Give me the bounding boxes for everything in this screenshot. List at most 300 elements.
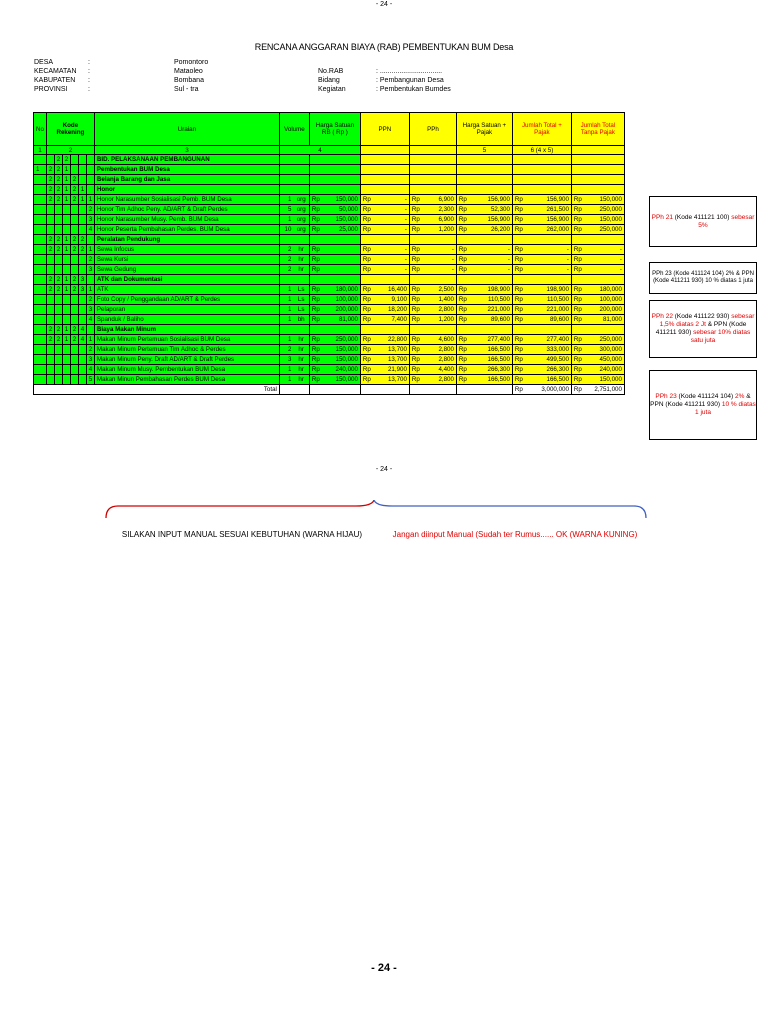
table-row — [34, 255, 625, 265]
table-cell: Rp — [456, 205, 469, 215]
page-title: RENCANA ANGGARAN BIAYA (RAB) PEMBENTUKAN BUM Desa — [254, 42, 514, 52]
table-cell: 6 (4 x 5) — [512, 146, 571, 155]
table-cell — [34, 185, 47, 195]
table-cell — [571, 175, 624, 185]
table-cell: Rp — [512, 375, 525, 385]
header-volume: Volume — [279, 113, 309, 146]
table-cell: Rp — [409, 375, 422, 385]
table-cell — [62, 255, 70, 265]
table-cell: 6,900 — [422, 195, 456, 205]
table-cell: 1 — [62, 195, 70, 205]
table-cell: 2 — [54, 275, 62, 285]
table-cell — [360, 146, 409, 155]
table-cell: Rp — [360, 225, 373, 235]
table-cell: Rp — [309, 365, 322, 375]
header-colon: : — [88, 68, 90, 75]
table-cell: Rp — [409, 285, 422, 295]
table-cell — [309, 185, 360, 195]
item-sat: Ls — [293, 285, 309, 295]
table-cell: 2 — [54, 285, 62, 295]
table-cell: Rp — [309, 335, 322, 345]
table-cell — [78, 365, 86, 375]
table-cell: 333,000 — [525, 345, 571, 355]
table-cell: Rp — [456, 225, 469, 235]
table-cell: Rp — [309, 255, 322, 265]
item-uraian: Honor Narasumber Sosialisasi Pemb. BUM Desa — [94, 195, 279, 205]
table-cell: 4,600 — [422, 335, 456, 345]
table-cell — [571, 325, 624, 335]
table-cell — [46, 295, 54, 305]
table-cell: 13,700 — [373, 375, 409, 385]
table-cell — [54, 265, 62, 275]
table-cell: 1 — [62, 245, 70, 255]
table-cell: 16,400 — [373, 285, 409, 295]
header-field — [34, 58, 208, 67]
item-vol: 2 — [279, 345, 293, 355]
table-cell: Rp — [360, 285, 373, 295]
table-cell: 18,200 — [373, 305, 409, 315]
table-cell — [571, 185, 624, 195]
table-cell: 81,000 — [322, 315, 360, 325]
header-no: No — [34, 113, 47, 146]
table-cell — [360, 275, 409, 285]
item-vol: 3 — [279, 355, 293, 365]
table-cell — [34, 155, 47, 165]
page-number-middle: - 24 - — [375, 466, 393, 473]
table-cell: 1 — [86, 245, 94, 255]
table-cell — [309, 175, 360, 185]
table-cell: Rp — [309, 195, 322, 205]
table-cell — [571, 155, 624, 165]
table-cell: Rp — [309, 265, 322, 275]
header-label: Bidang — [318, 77, 340, 84]
table-cell: 150,000 — [584, 375, 624, 385]
table-cell: 499,500 — [525, 355, 571, 365]
table-cell — [360, 155, 409, 165]
table-cell: 3 — [86, 305, 94, 315]
table-cell: Rp — [571, 265, 584, 275]
table-cell: Rp — [571, 375, 584, 385]
table-cell: Rp — [409, 215, 422, 225]
table-cell: 240,000 — [584, 365, 624, 375]
table-cell — [360, 185, 409, 195]
table-cell: 2,500 — [422, 285, 456, 295]
table-cell — [34, 285, 47, 295]
item-sat: Ls — [293, 305, 309, 315]
table-cell — [78, 355, 86, 365]
table-cell: Rp — [571, 345, 584, 355]
table-cell — [78, 225, 86, 235]
table-row — [34, 205, 625, 215]
table-cell: 2 — [54, 175, 62, 185]
item-vol: 2 — [279, 245, 293, 255]
header-field — [318, 76, 451, 85]
table-cell — [512, 185, 571, 195]
table-cell — [46, 215, 54, 225]
table-cell — [54, 255, 62, 265]
table-cell — [571, 146, 624, 155]
item-vol: 1 — [279, 335, 293, 345]
header-colon: : — [88, 77, 90, 84]
table-cell: Rp — [571, 245, 584, 255]
table-cell: Rp — [409, 305, 422, 315]
item-sat: hr — [293, 255, 309, 265]
table-cell: 2 — [46, 195, 54, 205]
item-uraian: Honor Narasumber Musy. Pemb. BUM Desa — [94, 215, 279, 225]
table-cell: 250,000 — [584, 335, 624, 345]
table-cell — [571, 165, 624, 175]
table-cell: Rp — [512, 335, 525, 345]
table-row — [34, 265, 625, 275]
table-cell: 2 — [70, 325, 78, 335]
header-value: : Pembentukan Bumdes — [376, 86, 451, 93]
table-cell: Rp — [571, 285, 584, 295]
table-cell — [456, 175, 512, 185]
header-value: : ................................ — [376, 68, 443, 75]
table-cell — [54, 365, 62, 375]
table-cell: 250,000 — [584, 205, 624, 215]
item-vol: 1 — [279, 295, 293, 305]
table-cell — [34, 345, 47, 355]
table-cell — [78, 305, 86, 315]
table-cell — [78, 165, 86, 175]
table-cell: 2,800 — [422, 375, 456, 385]
table-cell: 266,300 — [525, 365, 571, 375]
table-cell — [322, 245, 360, 255]
page-number-bottom: - 24 - — [371, 962, 397, 974]
table-cell: 2 — [46, 335, 54, 345]
header-value: Sul - tra — [174, 86, 199, 93]
table-cell: Rp — [512, 305, 525, 315]
item-sat: Ls — [293, 295, 309, 305]
table-cell: 1 — [62, 235, 70, 245]
table-cell — [54, 295, 62, 305]
table-cell — [78, 265, 86, 275]
table-cell — [70, 255, 78, 265]
table-cell: 26,200 — [469, 225, 512, 235]
table-cell: Rp — [512, 285, 525, 295]
table-cell: Rp — [409, 365, 422, 375]
table-cell: Rp — [309, 285, 322, 295]
table-cell — [456, 185, 512, 195]
table-cell — [78, 315, 86, 325]
table-cell: Rp — [512, 345, 525, 355]
legend-yellow-label: Jangan diinput Manual (Sudah ter Rumus...... OK (WARNA KUNING) — [392, 530, 638, 539]
table-cell: 1 — [62, 325, 70, 335]
table-row — [34, 375, 625, 385]
table-cell: 156,900 — [525, 195, 571, 205]
table-cell: 1 — [62, 275, 70, 285]
table-cell: Rp — [512, 355, 525, 365]
table-cell: Rp — [309, 225, 322, 235]
item-vol: 2 — [279, 265, 293, 275]
item-uraian: Sewa Gedung — [94, 265, 279, 275]
table-cell: Rp — [512, 315, 525, 325]
item-sat: hr — [293, 355, 309, 365]
table-cell: 150,000 — [322, 195, 360, 205]
header-label: DESA — [34, 59, 54, 66]
table-cell: - — [373, 205, 409, 215]
table-cell: 240,000 — [322, 365, 360, 375]
header-colon: : — [88, 59, 90, 66]
header-field — [34, 85, 208, 94]
table-cell: Rp — [571, 225, 584, 235]
total-tanpa: 2,751,000 — [584, 385, 624, 395]
table-cell — [62, 205, 70, 215]
table-cell: 277,400 — [469, 335, 512, 345]
table-cell: 150,000 — [584, 215, 624, 225]
table-cell — [46, 265, 54, 275]
item-uraian: Spanduk / Baliho — [94, 315, 279, 325]
table-cell: Rp — [456, 215, 469, 225]
table-cell — [34, 215, 47, 225]
table-cell — [34, 245, 47, 255]
table-cell — [456, 155, 512, 165]
table-cell: 1 — [62, 335, 70, 345]
table-cell — [54, 315, 62, 325]
table-cell — [54, 305, 62, 315]
table-cell: Rp — [309, 295, 322, 305]
table-cell — [409, 175, 456, 185]
table-cell: 6,900 — [422, 215, 456, 225]
table-cell — [456, 235, 512, 245]
table-cell: 261,500 — [525, 205, 571, 215]
table-cell: 1,200 — [422, 225, 456, 235]
table-cell — [409, 275, 456, 285]
table-cell: Rp — [571, 365, 584, 375]
table-row — [34, 365, 625, 375]
table-cell — [279, 235, 309, 245]
item-vol: 10 — [279, 225, 293, 235]
table-cell — [279, 165, 309, 175]
section-row — [34, 275, 625, 285]
table-cell: - — [525, 245, 571, 255]
table-cell — [34, 325, 47, 335]
table-cell — [46, 355, 54, 365]
table-cell: 1 — [86, 195, 94, 205]
item-vol: 2 — [279, 255, 293, 265]
table-cell: Belanja Barang dan Jasa — [94, 175, 279, 185]
table-cell — [309, 325, 360, 335]
table-row — [34, 225, 625, 235]
table-cell — [62, 225, 70, 235]
table-cell — [34, 195, 47, 205]
table-cell — [279, 155, 309, 165]
table-cell: 3 — [86, 355, 94, 365]
table-cell: Rp — [309, 375, 322, 385]
table-cell: 166,500 — [525, 375, 571, 385]
table-cell: 156,900 — [469, 215, 512, 225]
table-cell — [70, 165, 78, 175]
item-sat: hr — [293, 335, 309, 345]
table-cell: 81,000 — [584, 315, 624, 325]
item-uraian: Honor Peserta Pembahasan Perdes. BUM Desa — [94, 225, 279, 235]
table-cell — [70, 205, 78, 215]
table-row — [34, 295, 625, 305]
table-cell — [54, 375, 62, 385]
table-cell: 150,000 — [322, 375, 360, 385]
table-cell: 2 — [54, 195, 62, 205]
table-cell: 2 — [78, 245, 86, 255]
header-jumlah-tanpa: Jumlah Total Tanpa Pajak — [571, 113, 624, 146]
table-cell: 156,900 — [469, 195, 512, 205]
table-cell: 2 — [70, 175, 78, 185]
table-cell: 2,300 — [422, 205, 456, 215]
table-cell: - — [373, 265, 409, 275]
table-cell — [512, 155, 571, 165]
table-cell: Rp — [456, 355, 469, 365]
item-vol: 1 — [279, 375, 293, 385]
table-cell — [409, 146, 456, 155]
table-cell — [46, 305, 54, 315]
table-cell — [409, 385, 456, 395]
table-cell: 2 — [70, 185, 78, 195]
item-vol: 1 — [279, 305, 293, 315]
table-cell: Rp — [409, 205, 422, 215]
table-cell: 3 — [78, 275, 86, 285]
section-row — [34, 175, 625, 185]
table-cell — [78, 295, 86, 305]
table-cell: 166,500 — [469, 345, 512, 355]
section-row — [34, 235, 625, 245]
item-vol: 1 — [279, 215, 293, 225]
table-row — [34, 215, 625, 225]
table-cell: Rp — [409, 195, 422, 205]
table-cell — [54, 355, 62, 365]
table-cell — [456, 275, 512, 285]
table-cell: Rp — [512, 195, 525, 205]
table-row — [34, 355, 625, 365]
table-cell: 2 — [62, 155, 70, 165]
table-cell: 2 — [54, 165, 62, 175]
table-cell: 2,800 — [422, 355, 456, 365]
section-row — [34, 165, 625, 175]
table-cell: Honor — [94, 185, 279, 195]
table-cell: 4 — [86, 225, 94, 235]
table-row — [34, 285, 625, 295]
table-cell: 89,600 — [525, 315, 571, 325]
table-cell — [309, 235, 360, 245]
table-cell — [34, 355, 47, 365]
table-cell: Rp — [571, 315, 584, 325]
table-cell: Rp — [456, 245, 469, 255]
table-cell: 1,200 — [422, 315, 456, 325]
header-field — [318, 67, 451, 76]
table-cell — [54, 225, 62, 235]
table-cell — [34, 335, 47, 345]
total-jumlah: 3,000,000 — [525, 385, 571, 395]
note-pph22: PPh 22 (Kode 411122 930) sebesar 1,5% diatas 2 Jt & PPN (Kode 411211 930) sebesar 10% diatas satu juta — [649, 300, 757, 358]
table-cell — [54, 205, 62, 215]
table-cell: 198,900 — [469, 285, 512, 295]
table-cell — [409, 235, 456, 245]
item-sat: hr — [293, 345, 309, 355]
table-cell: 250,000 — [322, 335, 360, 345]
table-cell — [70, 365, 78, 375]
table-cell — [512, 275, 571, 285]
table-cell: Rp — [571, 295, 584, 305]
table-cell: 89,600 — [469, 315, 512, 325]
table-cell — [409, 155, 456, 165]
table-cell: Rp — [571, 305, 584, 315]
table-row — [34, 345, 625, 355]
table-cell — [46, 205, 54, 215]
item-sat: hr — [293, 245, 309, 255]
table-cell: 156,900 — [525, 215, 571, 225]
item-uraian: Sewa Kursi — [94, 255, 279, 265]
table-cell: Rp — [409, 355, 422, 365]
table-cell: 2 — [54, 155, 62, 165]
table-cell — [34, 375, 47, 385]
table-cell: Rp — [360, 295, 373, 305]
table-cell: 22,800 — [373, 335, 409, 345]
table-cell: 2 — [46, 165, 54, 175]
table-cell — [279, 325, 309, 335]
table-cell: - — [584, 265, 624, 275]
table-cell: Rp — [571, 355, 584, 365]
table-cell: 2 — [46, 285, 54, 295]
table-cell: 1 — [86, 285, 94, 295]
item-sat: hr — [293, 365, 309, 375]
table-cell: Rp — [309, 245, 322, 255]
table-cell: Biaya Makan Minum — [94, 325, 279, 335]
table-cell: 2 — [54, 245, 62, 255]
table-cell: 25,000 — [322, 225, 360, 235]
table-cell: 2 — [86, 345, 94, 355]
table-cell: Rp — [409, 225, 422, 235]
table-row — [34, 195, 625, 205]
table-cell — [34, 255, 47, 265]
table-cell: 3 — [78, 285, 86, 295]
table-cell: 166,500 — [469, 355, 512, 365]
table-cell: Rp — [360, 365, 373, 375]
table-cell — [62, 295, 70, 305]
table-cell: - — [373, 245, 409, 255]
table-cell: - — [584, 255, 624, 265]
header-jumlah-pajak: Jumlah Total + Pajak — [512, 113, 571, 146]
rab-table — [33, 112, 625, 395]
table-cell: Rp — [409, 255, 422, 265]
table-cell: Rp — [456, 255, 469, 265]
table-cell — [512, 235, 571, 245]
table-cell: 3 — [86, 265, 94, 275]
table-cell: 2 — [70, 235, 78, 245]
table-cell — [279, 185, 309, 195]
table-cell — [34, 175, 47, 185]
table-cell — [70, 345, 78, 355]
table-cell — [62, 365, 70, 375]
table-cell: Rp — [360, 245, 373, 255]
table-cell — [86, 165, 94, 175]
table-cell: Rp — [512, 265, 525, 275]
table-cell: 221,000 — [469, 305, 512, 315]
table-cell — [54, 345, 62, 355]
table-cell: - — [525, 255, 571, 265]
header-field — [34, 76, 208, 85]
table-cell: Rp — [360, 335, 373, 345]
table-number-row — [34, 146, 625, 155]
header-label: KABUPATEN — [34, 77, 76, 84]
table-cell — [70, 355, 78, 365]
header-pph: PPh — [409, 113, 456, 146]
item-sat: org — [293, 215, 309, 225]
item-sat: org — [293, 225, 309, 235]
table-cell: Rp — [512, 245, 525, 255]
table-cell — [309, 385, 360, 395]
table-cell — [360, 235, 409, 245]
table-cell: 1 — [62, 185, 70, 195]
item-uraian: Makan Minum Peny. Draft AD/ART & Draft Perdes — [94, 355, 279, 365]
